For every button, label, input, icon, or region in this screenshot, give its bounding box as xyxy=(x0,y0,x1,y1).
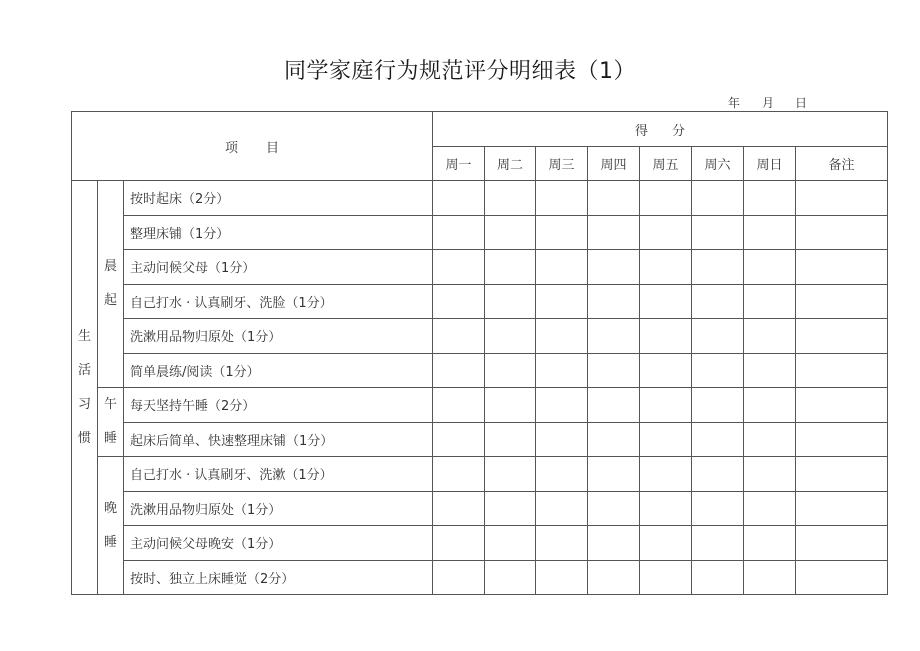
table-row xyxy=(72,250,888,285)
score-cell[interactable] xyxy=(588,526,640,561)
remark-cell[interactable] xyxy=(796,491,888,526)
header-day: 周五 xyxy=(640,147,692,181)
score-cell[interactable] xyxy=(433,388,485,423)
remark-cell[interactable] xyxy=(796,250,888,285)
item-label: 洗漱用品物归原处（1分） xyxy=(124,491,433,526)
remark-cell[interactable] xyxy=(796,422,888,457)
header-day: 周二 xyxy=(485,147,536,181)
score-cell[interactable] xyxy=(588,560,640,595)
score-cell[interactable] xyxy=(640,250,692,285)
table-row xyxy=(72,491,888,526)
header-remark: 备注 xyxy=(796,147,888,181)
score-cell[interactable] xyxy=(536,319,588,354)
score-cell[interactable] xyxy=(536,284,588,319)
score-cell[interactable] xyxy=(640,457,692,492)
score-cell[interactable] xyxy=(536,181,588,216)
score-cell[interactable] xyxy=(433,353,485,388)
group-label xyxy=(98,457,124,595)
score-cell[interactable] xyxy=(433,284,485,319)
score-cell[interactable] xyxy=(640,526,692,561)
score-cell[interactable] xyxy=(744,284,796,319)
score-cell[interactable] xyxy=(640,284,692,319)
table-row xyxy=(72,388,888,423)
score-cell[interactable] xyxy=(744,215,796,250)
score-cell[interactable] xyxy=(536,526,588,561)
score-cell[interactable] xyxy=(485,250,536,285)
table-row xyxy=(72,215,888,250)
date-year-label: 年 xyxy=(728,96,741,110)
group-label-char: 晨 xyxy=(103,259,117,274)
score-cell[interactable] xyxy=(485,457,536,492)
score-cell[interactable] xyxy=(744,422,796,457)
date-month-label: 月 xyxy=(762,96,775,110)
group-label-char: 睡 xyxy=(103,431,117,446)
header-day: 周四 xyxy=(588,147,640,181)
remark-cell[interactable] xyxy=(796,319,888,354)
score-cell[interactable] xyxy=(588,181,640,216)
score-cell[interactable] xyxy=(433,457,485,492)
score-cell[interactable] xyxy=(485,388,536,423)
score-cell[interactable] xyxy=(744,181,796,216)
table-row xyxy=(72,284,888,319)
score-table xyxy=(71,111,888,595)
score-cell[interactable] xyxy=(692,353,744,388)
item-label: 主动问候父母晚安（1分） xyxy=(124,526,433,561)
score-cell[interactable] xyxy=(640,491,692,526)
score-cell[interactable] xyxy=(536,457,588,492)
remark-cell[interactable] xyxy=(796,353,888,388)
table-row xyxy=(72,181,888,216)
header-item: 项目 xyxy=(72,112,433,181)
item-label: 简单晨练/阅读（1分） xyxy=(124,353,433,388)
score-cell[interactable] xyxy=(744,560,796,595)
score-cell[interactable] xyxy=(744,250,796,285)
item-label: 整理床铺（1分） xyxy=(124,215,433,250)
score-cell[interactable] xyxy=(485,491,536,526)
header-day: 周一 xyxy=(433,147,485,181)
score-cell[interactable] xyxy=(485,526,536,561)
score-cell[interactable] xyxy=(536,250,588,285)
score-cell[interactable] xyxy=(588,215,640,250)
score-cell[interactable] xyxy=(692,284,744,319)
table-row xyxy=(72,560,888,595)
table-row xyxy=(72,353,888,388)
remark-cell[interactable] xyxy=(796,215,888,250)
item-label: 主动问候父母（1分） xyxy=(124,250,433,285)
score-cell[interactable] xyxy=(744,457,796,492)
score-cell[interactable] xyxy=(433,215,485,250)
score-cell[interactable] xyxy=(433,491,485,526)
score-cell[interactable] xyxy=(692,491,744,526)
group-label-char: 起 xyxy=(103,293,117,308)
score-cell[interactable] xyxy=(588,422,640,457)
category-label-char: 活 xyxy=(77,362,91,378)
score-cell[interactable] xyxy=(744,388,796,423)
group-label-char: 晚 xyxy=(103,500,117,516)
group-label-char: 午 xyxy=(103,397,117,412)
score-cell[interactable] xyxy=(692,215,744,250)
score-cell[interactable] xyxy=(485,284,536,319)
score-cell[interactable] xyxy=(640,353,692,388)
score-cell[interactable] xyxy=(640,388,692,423)
score-cell[interactable] xyxy=(485,215,536,250)
score-cell[interactable] xyxy=(433,319,485,354)
remark-cell[interactable] xyxy=(796,526,888,561)
score-cell[interactable] xyxy=(692,388,744,423)
remark-cell[interactable] xyxy=(796,560,888,595)
score-cell[interactable] xyxy=(640,319,692,354)
item-label: 自己打水 · 认真刷牙、洗漱（1分） xyxy=(124,457,433,492)
category-label-char: 生 xyxy=(77,328,91,344)
score-cell[interactable] xyxy=(588,491,640,526)
item-label: 起床后简单、快速整理床铺（1分） xyxy=(124,422,433,457)
category-label xyxy=(72,181,98,595)
item-label: 自己打水 · 认真刷牙、洗脸（1分） xyxy=(124,284,433,319)
score-cell[interactable] xyxy=(640,181,692,216)
score-cell[interactable] xyxy=(536,422,588,457)
score-cell[interactable] xyxy=(744,319,796,354)
score-cell[interactable] xyxy=(485,353,536,388)
remark-cell[interactable] xyxy=(796,388,888,423)
table-row xyxy=(72,422,888,457)
score-cell[interactable] xyxy=(692,560,744,595)
score-cell[interactable] xyxy=(485,422,536,457)
remark-cell[interactable] xyxy=(796,181,888,216)
score-cell[interactable] xyxy=(588,353,640,388)
score-cell[interactable] xyxy=(588,250,640,285)
header-score: 得分 xyxy=(433,112,888,147)
score-cell[interactable] xyxy=(588,319,640,354)
table-row xyxy=(72,319,888,354)
remark-cell[interactable] xyxy=(796,457,888,492)
group-label-char: 睡 xyxy=(103,534,117,550)
category-label-char: 习 xyxy=(77,396,91,412)
group-label xyxy=(98,388,124,457)
score-cell[interactable] xyxy=(485,181,536,216)
score-cell[interactable] xyxy=(744,526,796,561)
score-cell[interactable] xyxy=(692,422,744,457)
score-cell[interactable] xyxy=(588,457,640,492)
score-cell[interactable] xyxy=(692,526,744,561)
score-cell[interactable] xyxy=(640,422,692,457)
page-title: 同学家庭行为规范评分明细表（1） xyxy=(284,59,636,84)
score-cell[interactable] xyxy=(536,388,588,423)
score-cell[interactable] xyxy=(744,353,796,388)
score-cell[interactable] xyxy=(433,560,485,595)
score-cell[interactable] xyxy=(536,215,588,250)
score-cell[interactable] xyxy=(588,284,640,319)
item-label: 按时起床（2分） xyxy=(124,181,433,216)
score-cell[interactable] xyxy=(536,353,588,388)
header-day: 周六 xyxy=(692,147,744,181)
table-row xyxy=(72,457,888,492)
remark-cell[interactable] xyxy=(796,284,888,319)
score-cell[interactable] xyxy=(433,422,485,457)
score-cell[interactable] xyxy=(433,250,485,285)
score-cell[interactable] xyxy=(692,181,744,216)
score-cell[interactable] xyxy=(536,491,588,526)
score-cell[interactable] xyxy=(640,215,692,250)
score-cell[interactable] xyxy=(692,250,744,285)
score-cell[interactable] xyxy=(744,491,796,526)
header-day: 周日 xyxy=(744,147,796,181)
score-cell[interactable] xyxy=(588,388,640,423)
score-cell[interactable] xyxy=(692,319,744,354)
score-cell[interactable] xyxy=(485,319,536,354)
table-row xyxy=(72,526,888,561)
score-cell[interactable] xyxy=(433,181,485,216)
group-label xyxy=(98,181,124,388)
score-cell[interactable] xyxy=(640,560,692,595)
item-label: 按时、独立上床睡觉（2分） xyxy=(124,560,433,595)
score-cell[interactable] xyxy=(485,560,536,595)
item-label: 洗漱用品物归原处（1分） xyxy=(124,319,433,354)
header-day: 周三 xyxy=(536,147,588,181)
score-cell[interactable] xyxy=(433,526,485,561)
score-cell[interactable] xyxy=(692,457,744,492)
score-cell[interactable] xyxy=(536,560,588,595)
item-label: 每天坚持午睡（2分） xyxy=(124,388,433,423)
category-label-char: 惯 xyxy=(77,430,91,446)
date-day-label: 日 xyxy=(795,96,808,110)
